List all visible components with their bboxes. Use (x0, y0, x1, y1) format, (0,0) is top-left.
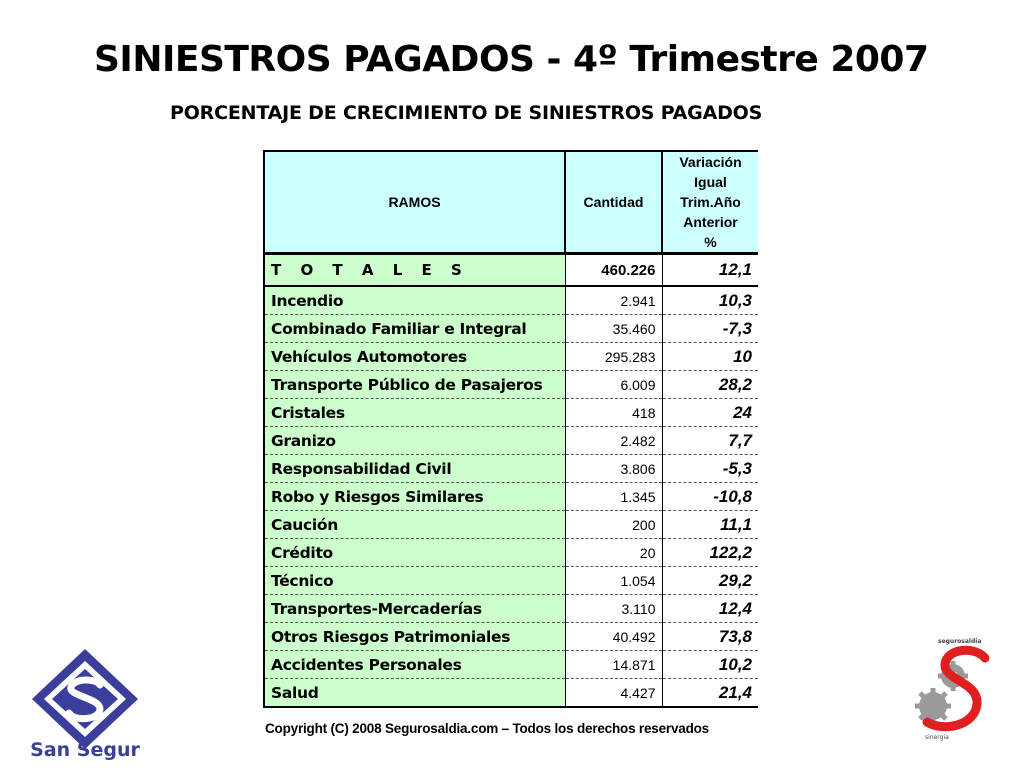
table-row (264, 483, 758, 511)
table-row (264, 427, 758, 455)
table-row (264, 399, 758, 427)
cantidad-cell: 35.460 (565, 315, 662, 343)
ramo-cell: Vehículos Automotores (264, 343, 565, 371)
totals-row (264, 254, 758, 287)
ramo-cell: Técnico (264, 567, 565, 595)
variacion-cell: 73,8 (662, 623, 758, 651)
siniestros-table (263, 150, 758, 708)
cantidad-cell: 200 (565, 511, 662, 539)
table-row (264, 539, 758, 567)
cantidad-cell: 6.009 (565, 371, 662, 399)
page-title: SINIESTROS PAGADOS - 4º Trimestre 2007 (94, 39, 929, 80)
variacion-cell: -5,3 (662, 455, 758, 483)
page-subtitle: PORCENTAJE DE CRECIMIENTO DE SINIESTROS PAGADOS (170, 102, 763, 124)
ramo-cell: Robo y Riesgos Similares (264, 483, 565, 511)
segurosaldia-logo-text: segurosaldia (938, 638, 982, 645)
variacion-cell: 122,2 (662, 539, 758, 567)
segurosaldia-logo (905, 640, 995, 746)
ramo-cell: Granizo (264, 427, 565, 455)
header-variacion-line: % (704, 234, 717, 250)
table-row (264, 455, 758, 483)
header-cantidad: Cantidad (565, 151, 662, 254)
ramo-cell: Caución (264, 511, 565, 539)
copyright-notice: Copyright (C) 2008 Segurosaldia.com – Todos los derechos reservados (265, 721, 709, 736)
ramo-cell: Responsabilidad Civil (264, 455, 565, 483)
ramo-cell: Otros Riesgos Patrimoniales (264, 623, 565, 651)
ramo-cell: Crédito (264, 539, 565, 567)
table-row (264, 315, 758, 343)
table-row (264, 623, 758, 651)
table-row (264, 343, 758, 371)
variacion-cell: -7,3 (662, 315, 758, 343)
variacion-cell: 7,7 (662, 427, 758, 455)
cantidad-cell: 20 (565, 539, 662, 567)
header-variacion-line: Variación (679, 154, 742, 170)
header-variacion (662, 151, 758, 254)
totals-variacion: 12,1 (662, 254, 758, 287)
table-row (264, 567, 758, 595)
cantidad-cell: 2.482 (565, 427, 662, 455)
variacion-cell: 24 (662, 399, 758, 427)
variacion-cell: 28,2 (662, 371, 758, 399)
table-row (264, 595, 758, 623)
totals-label: T O T A L E S (264, 254, 565, 287)
variacion-cell: 11,1 (662, 511, 758, 539)
cantidad-cell: 4.427 (565, 679, 662, 708)
header-variacion-line: Anterior (683, 214, 738, 230)
ramo-cell: Incendio (264, 286, 565, 315)
cantidad-cell: 418 (565, 399, 662, 427)
header-variacion-line: Trim.Año (680, 194, 741, 210)
ramo-cell: Salud (264, 679, 565, 708)
cantidad-cell: 14.871 (565, 651, 662, 679)
variacion-cell: 21,4 (662, 679, 758, 708)
variacion-cell: 29,2 (662, 567, 758, 595)
ramo-cell: Transportes-Mercaderías (264, 595, 565, 623)
variacion-cell: -10,8 (662, 483, 758, 511)
variacion-cell: 12,4 (662, 595, 758, 623)
ramo-cell: Combinado Familiar e Integral (264, 315, 565, 343)
sinergia-logo-text: sinergia (925, 734, 949, 741)
variacion-cell: 10,2 (662, 651, 758, 679)
table-header-row (264, 151, 758, 254)
header-ramos: RAMOS (264, 151, 565, 254)
cantidad-cell: 3.110 (565, 595, 662, 623)
variacion-cell: 10 (662, 343, 758, 371)
cantidad-cell: 295.283 (565, 343, 662, 371)
totals-cantidad: 460.226 (565, 254, 662, 287)
header-variacion-line: Igual (694, 174, 727, 190)
ramo-cell: Accidentes Personales (264, 651, 565, 679)
table-row (264, 286, 758, 315)
table-row (264, 651, 758, 679)
variacion-cell: 10,3 (662, 286, 758, 315)
cantidad-cell: 1.054 (565, 567, 662, 595)
table-row (264, 511, 758, 539)
cantidad-cell: 40.492 (565, 623, 662, 651)
table-row (264, 679, 758, 708)
cantidad-cell: 1.345 (565, 483, 662, 511)
cantidad-cell: 2.941 (565, 286, 662, 315)
san-segur-logo-text: San Segur (30, 739, 140, 761)
ramo-cell: Transporte Público de Pasajeros (264, 371, 565, 399)
cantidad-cell: 3.806 (565, 455, 662, 483)
table-row (264, 371, 758, 399)
ramo-cell: Cristales (264, 399, 565, 427)
